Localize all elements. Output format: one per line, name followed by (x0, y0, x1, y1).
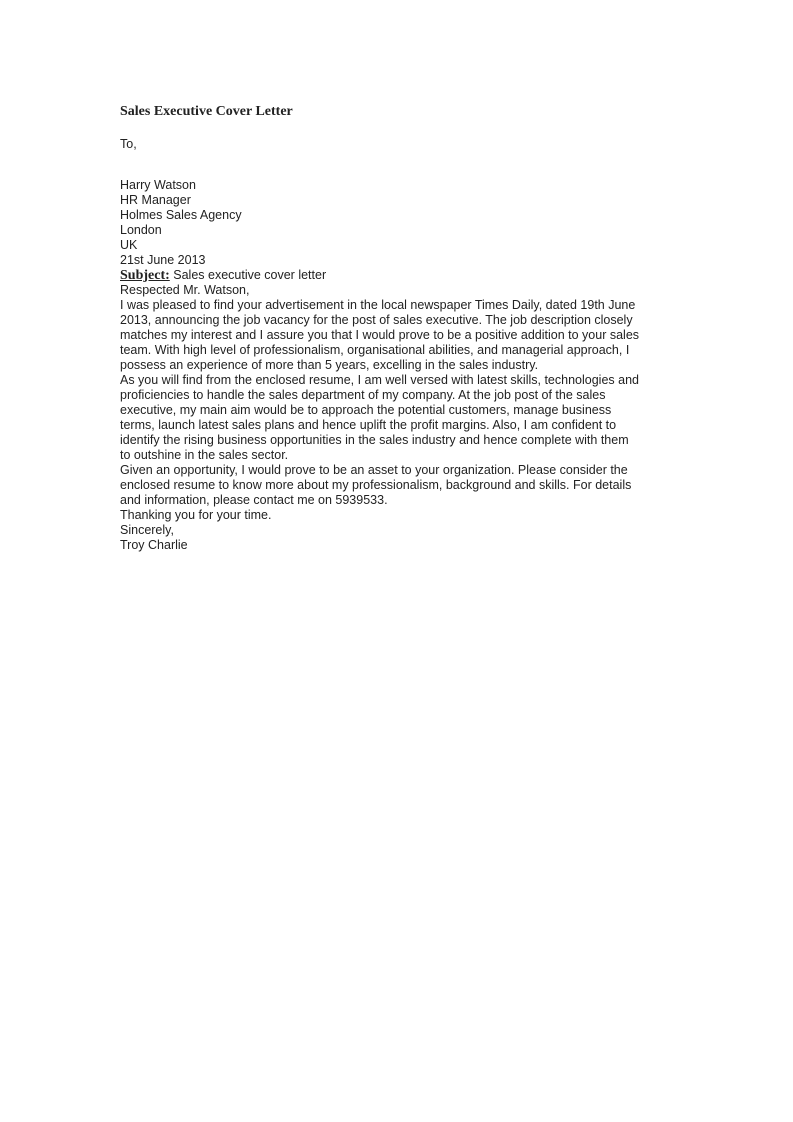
paragraph-line: I was pleased to find your advertisement in the local newspaper Times Daily, dated 19th June (120, 298, 636, 312)
to-line: To, (120, 137, 137, 151)
letter-date: 21st June 2013 (120, 253, 206, 267)
paragraph-line: to outshine in the sales sector. (120, 448, 289, 462)
recipient-country: UK (120, 238, 138, 252)
recipient-name: Harry Watson (120, 178, 196, 192)
paragraph-line: terms, launch latest sales plans and hence uplift the profit margins. Also, I am confident to (120, 418, 617, 432)
paragraph-line: and information, please contact me on 5939533. (120, 493, 388, 507)
thanks-line: Thanking you for your time. (120, 508, 272, 522)
paragraph-line: Given an opportunity, I would prove to be an asset to your organization. Please consider the (120, 463, 628, 477)
closing-line: Sincerely, (120, 523, 174, 537)
paragraph-line: proficiencies to handle the sales department of my company. At the job post of the sales (120, 388, 606, 402)
subject-text: Sales executive cover letter (169, 268, 327, 282)
greeting: Respected Mr. Watson, (120, 283, 250, 297)
letter-body (120, 178, 680, 553)
subject-label: Subject: (120, 268, 170, 283)
paragraph-line: team. With high level of professionalism, organisational abilities, and managerial approach, I (120, 343, 630, 357)
document-title: Sales Executive Cover Letter (120, 104, 293, 119)
recipient-city: London (120, 223, 162, 237)
signature-name: Troy Charlie (120, 538, 188, 552)
subject-line (120, 268, 680, 283)
paragraph-line: 2013, announcing the job vacancy for the post of sales executive. The job description closely (120, 313, 633, 327)
recipient-company: Holmes Sales Agency (120, 208, 242, 222)
paragraph-line: executive, my main aim would be to approach the potential customers, manage business (120, 403, 612, 417)
paragraph-line: matches my interest and I assure you that I would prove to be a positive addition to your sales (120, 328, 640, 342)
paragraph-line: possess an experience of more than 5 years, excelling in the sales industry. (120, 358, 539, 372)
paragraph-line: identify the rising business opportunities in the sales industry and hence complete with them (120, 433, 629, 447)
recipient-position: HR Manager (120, 193, 191, 207)
paragraph-line: enclosed resume to know more about my professionalism, background and skills. For details (120, 478, 632, 492)
paragraph-line: As you will find from the enclosed resume, I am well versed with latest skills, technologies and (120, 373, 639, 387)
